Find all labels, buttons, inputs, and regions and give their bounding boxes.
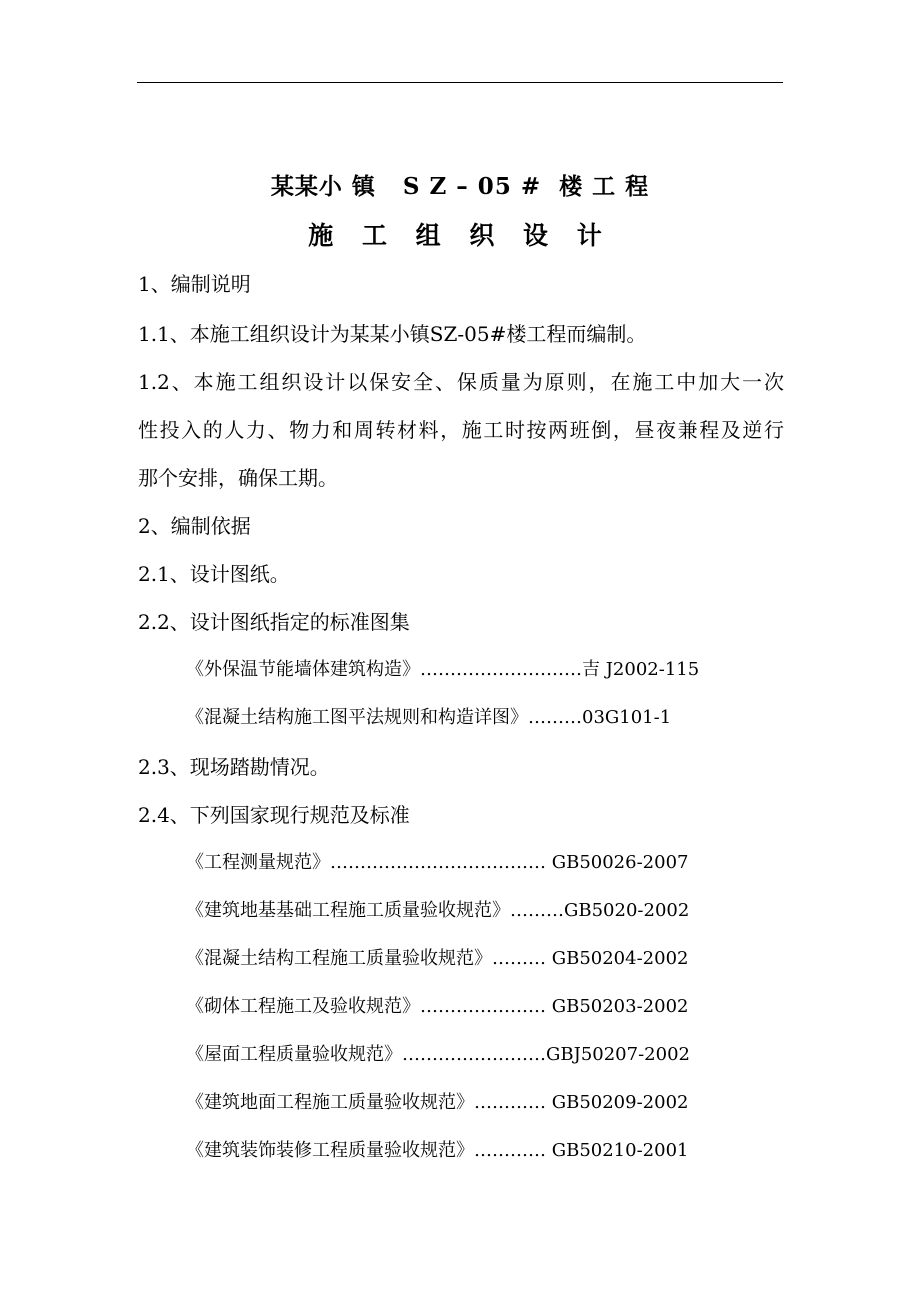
paragraph-1-2-line-2: 性投入的人力、物力和周转材料，施工时按两班倒，昼夜兼程及逆行: [138, 418, 784, 442]
paragraph-1-1: 1.1、本施工组织设计为某某小镇SZ-05#楼工程而编制。: [138, 322, 647, 346]
standard-item: 《建筑地基基础工程施工质量验收规范》………GB5020-2002: [186, 900, 690, 921]
document-title: 某某小 镇 S Z – 05 # 楼 工 程: [270, 173, 650, 200]
standard-item: 《工程测量规范》……………………………… GB50026-2007: [186, 852, 689, 873]
paragraph-1-2-line-1: 1.2、本施工组织设计以保安全、保质量为原则，在施工中加大一次: [138, 370, 784, 394]
atlas-ref-1: 《外保温节能墙体建筑构造》………………………吉 J2002-115: [186, 659, 700, 680]
paragraph-1-2-line-3: 那个安排，确保工期。: [138, 466, 338, 490]
standard-item: 《屋面工程质量验收规范》……………………GBJ50207-2002: [186, 1044, 690, 1065]
document-subtitle: 施 工 组 织 设 计: [308, 221, 612, 250]
standard-item: 《混凝土结构工程施工质量验收规范》……… GB50204-2002: [186, 948, 689, 969]
paragraph-2-2: 2.2、设计图纸指定的标准图集: [138, 610, 410, 634]
standard-item: 《建筑地面工程施工质量验收规范》………… GB50209-2002: [186, 1092, 689, 1113]
paragraph-2-3: 2.3、现场踏勘情况。: [138, 755, 330, 779]
atlas-ref-2: 《混凝土结构施工图平法规则和构造详图》………03G101-1: [186, 707, 672, 728]
paragraph-2-1: 2.1、设计图纸。: [138, 562, 290, 586]
section-2-heading: 2、编制依据: [138, 514, 251, 538]
section-1-heading: 1、编制说明: [138, 272, 251, 296]
header-rule: [137, 82, 783, 83]
paragraph-2-4: 2.4、下列国家现行规范及标准: [138, 803, 410, 827]
standard-item: 《砌体工程施工及验收规范》………………… GB50203-2002: [186, 996, 689, 1017]
standard-item: 《建筑装饰装修工程质量验收规范》………… GB50210-2001: [186, 1140, 689, 1161]
